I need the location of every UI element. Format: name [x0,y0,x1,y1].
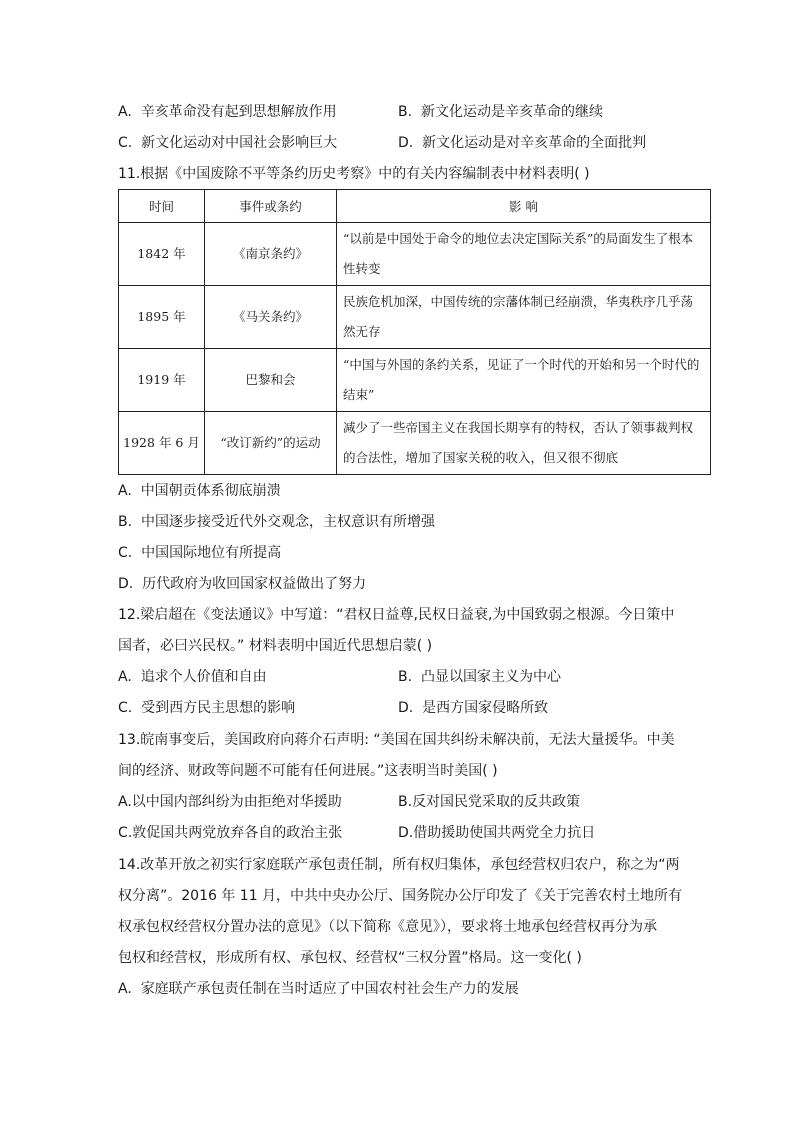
q12-stem-line2: 国者，必曰兴民权。” 材料表明中国近代思想启蒙( ) [118,638,433,654]
q13-stem-line1: 13.皖南事变后，美国政府向蒋介石声明: “美国在国共纠纷未解决前，无法大量援华。中美 [118,732,675,748]
q13-stem-line2: 间的经济、财政等问题不可能有任何进展。”这表明当时美国( ) [118,763,498,779]
q12-option-b: B. 凸显以国家主义为中心 [398,669,561,685]
cell-time: 1895 年 [119,286,205,349]
q12-option-c: C. 受到西方民主思想的影响 [118,700,296,716]
column-header-event: 事件或条约 [205,190,337,223]
q12-option-d: D. 是西方国家侵略所致 [398,700,549,716]
table-header-row [119,190,711,223]
q10-option-a: A. 辛亥革命没有起到思想解放作用 [118,104,337,120]
column-header-time: 时间 [119,190,205,223]
q11-option-a: A. 中国朝贡体系彻底崩溃 [118,483,281,499]
table-row [119,223,711,286]
q11-stem: 11.根据《中国废除不平等条约历史考察》中的有关内容编制表中材料表明( ) [118,166,590,182]
cell-event: 《马关条约》 [205,286,337,349]
cell-effect: “以前是中国处于命令的地位去决定国际关系”的局面发生了根本性转变 [337,223,711,286]
q11-option-c: C. 中国国际地位有所提高 [118,545,282,561]
q13-option-b: B.反对国民党采取的反共政策 [398,794,581,810]
q11-history-table [118,189,711,475]
cell-time: 1842 年 [119,223,205,286]
q13-option-c: C.敦促国共两党放弃各自的政治主张 [118,825,343,841]
table-row [119,412,711,475]
table-row [119,286,711,349]
q11-option-b: B. 中国逐步接受近代外交观念，主权意识有所增强 [118,514,435,530]
q11-option-d: D. 历代政府为收回国家权益做出了努力 [118,576,367,592]
table-row [119,349,711,412]
cell-effect: “中国与外国的条约关系，见证了一个时代的开始和另一个时代的结束” [337,349,711,412]
cell-effect: 民族危机加深，中国传统的宗藩体制已经崩溃，华夷秩序几乎荡然无存 [337,286,711,349]
q14-stem-line1: 14.改革开放之初实行家庭联产承包责任制，所有权归集体，承包经营权归农户，称之为“两 [118,857,680,873]
q13-option-a: A.以中国内部纠纷为由拒绝对华援助 [118,794,342,810]
cell-event: 巴黎和会 [205,349,337,412]
cell-event: “改订新约”的运动 [205,412,337,475]
column-header-effect: 影 响 [337,190,711,223]
q12-option-a: A. 追求个人价值和自由 [118,669,267,685]
cell-time: 1919 年 [119,349,205,412]
cell-effect: 减少了一些帝国主义在我国长期享有的特权，否认了领事裁判权的合法性，增加了国家关税的收入，但又很不彻底 [337,412,711,475]
q14-stem-line3: 权承包权经营权分置办法的意见》（以下简称《意见》），要求将土地承包经营权再分为承 [118,919,657,935]
q14-stem-line4: 包权和经营权，形成所有权、承包权、经营权“三权分置”格局。这一变化( ) [118,950,582,966]
q10-option-c: C. 新文化运动对中国社会影响巨大 [118,135,338,151]
q13-option-d: D.借助援助使国共两党全力抗日 [398,825,596,841]
q14-option-a: A. 家庭联产承包责任制在当时适应了中国农村社会生产力的发展 [118,981,519,997]
q14-stem-line2: 权分离”。2016 年 11 月，中共中央办公厅、国务院办公厅印发了《关于完善农村土地所有 [118,888,683,904]
cell-event: 《南京条约》 [205,223,337,286]
q10-option-d: D. 新文化运动是对辛亥革命的全面批判 [398,135,647,151]
q12-stem-line1: 12.梁启超在《变法通议》中写道：“君权日益尊,民权日益衰,为中国致弱之根源。今日策中 [118,607,675,623]
q10-option-b: B. 新文化运动是辛亥革命的继续 [398,104,603,120]
cell-time: 1928 年 6 月 [119,412,205,475]
